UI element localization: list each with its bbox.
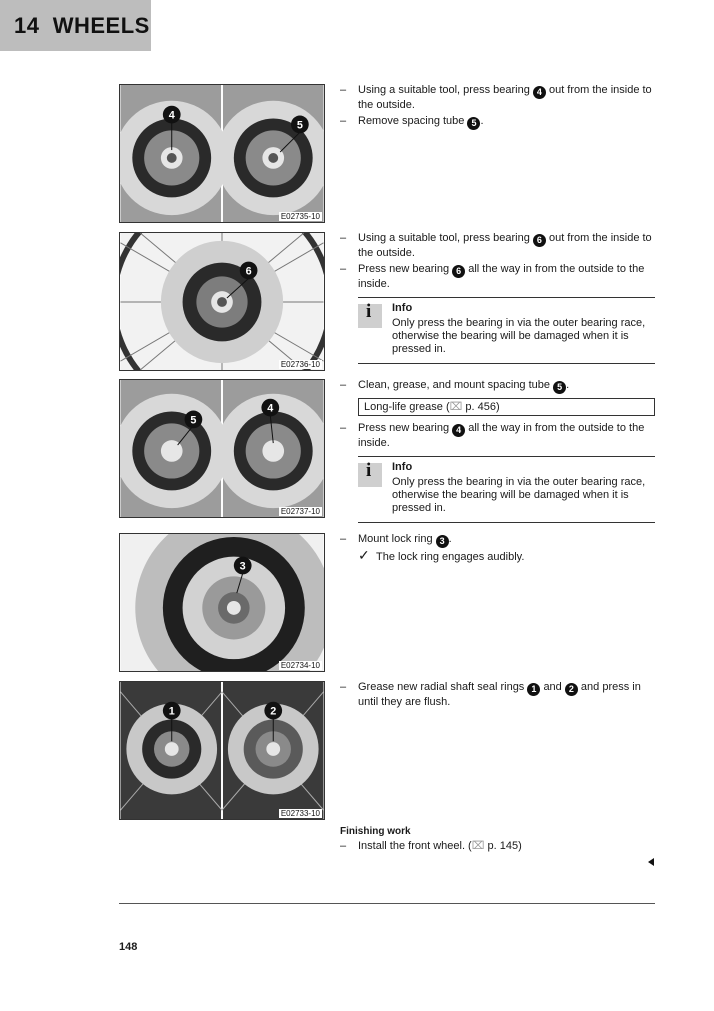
step-press-bearing-4-out (340, 84, 660, 112)
info-note (358, 456, 655, 523)
list-dash: – (340, 84, 347, 96)
end-of-section-icon (648, 858, 654, 866)
list-dash: – (340, 840, 347, 852)
list-dash: – (340, 115, 347, 127)
list-dash: – (340, 533, 347, 545)
list-dash: – (340, 263, 347, 275)
step-mount-lock-ring (340, 533, 660, 548)
figure-lock-ring (119, 533, 325, 672)
callout-ref-2: 2 (565, 683, 578, 696)
step-grease-seal-rings (340, 681, 660, 709)
step-text: out from the inside to the outside. (358, 84, 652, 111)
figure-code: E02734-10 (280, 661, 320, 670)
step-text: all the way in from the outside to the inside. (358, 263, 645, 290)
checkmark-icon: ✓ (358, 547, 370, 563)
step-text: Clean, grease, and mount spacing tube (358, 379, 551, 391)
page-reference-icon: ⌧ (449, 401, 463, 413)
step-text: and press in until they are flush. (358, 681, 641, 708)
callout-label: 5 (190, 414, 197, 427)
footer-divider (119, 903, 655, 904)
step-text: Press new bearing (358, 422, 450, 434)
callout-ref-1: 1 (527, 683, 540, 696)
info-note (358, 297, 655, 364)
info-text: Only press the bearing in via the outer bearing race, otherwise the bearing will be damaged when it is pressed in. (392, 317, 646, 355)
list-dash: – (340, 681, 347, 693)
list-dash: – (340, 379, 347, 391)
info-text: Only press the bearing in via the outer bearing race, otherwise the bearing will be damaged when it is pressed in. (392, 476, 646, 514)
callout-ref-4: 4 (533, 86, 546, 99)
callout-ref-5: 5 (467, 117, 480, 130)
step-text: Mount lock ring (358, 533, 433, 545)
callout-ref-6: 6 (533, 234, 546, 247)
step-text: Grease new radial shaft seal rings (358, 681, 525, 693)
callout-label: 6 (245, 265, 252, 278)
grease-reference-box (358, 398, 655, 416)
step-text: Using a suitable tool, press bearing (358, 84, 530, 96)
grease-text: Long-life grease ( (364, 401, 450, 413)
chapter-title: WHEELS (52, 13, 150, 38)
figure-seal-rings (119, 681, 325, 820)
callout-label: 1 (168, 705, 175, 718)
callout-ref-6: 6 (452, 265, 465, 278)
chapter-tab (0, 0, 151, 51)
step-install-front-wheel (340, 840, 660, 853)
step-text: out from the inside to the outside. (358, 232, 652, 259)
wheel-hub-illustration (120, 682, 324, 819)
figure-bearing-install (119, 379, 325, 518)
list-dash: – (340, 232, 347, 244)
info-icon: i (358, 463, 382, 487)
step-text: Using a suitable tool, press bearing (358, 232, 530, 244)
finishing-work-heading: Finishing work (340, 826, 411, 837)
page-link[interactable]: p. 456) (465, 401, 500, 413)
list-dash: – (340, 422, 347, 434)
step-text: . (480, 115, 484, 127)
callout-label: 5 (296, 119, 303, 132)
callout-label: 3 (239, 560, 246, 573)
callout-label: 4 (168, 109, 175, 122)
step-press-new-bearing-6 (340, 263, 660, 291)
figure-code: E02737-10 (280, 507, 320, 516)
step-text: . (448, 533, 452, 545)
figure-code: E02733-10 (280, 809, 320, 818)
callout-ref-5: 5 (553, 381, 566, 394)
wheel-hub-illustration (120, 85, 324, 222)
info-heading: Info (392, 302, 413, 314)
chapter-heading (14, 13, 150, 39)
step-press-new-bearing-4 (340, 422, 660, 450)
step-text: Press new bearing (358, 263, 450, 275)
check-result (358, 549, 524, 564)
figure-code: E02735-10 (280, 212, 320, 221)
info-heading: Info (392, 461, 413, 473)
callout-ref-3: 3 (436, 535, 449, 548)
step-mount-spacing-tube (340, 379, 660, 394)
chapter-number: 14 (14, 13, 40, 38)
callout-label: 2 (270, 705, 277, 718)
step-text: . (566, 379, 570, 391)
step-remove-spacing-tube (340, 115, 660, 130)
step-press-bearing-6-out (340, 232, 660, 260)
callout-ref-4: 4 (452, 424, 465, 437)
wheel-hub-illustration (120, 534, 324, 671)
wheel-hub-illustration (120, 380, 324, 517)
page-number: 148 (119, 941, 138, 953)
callout-label: 4 (267, 402, 274, 415)
step-text: Install the front wheel. ( (358, 840, 472, 852)
wheel-hub-illustration (120, 233, 324, 370)
figure-bearing-6 (119, 232, 325, 371)
step-text: and (543, 681, 562, 693)
page-reference-icon: ⌧ (471, 840, 485, 852)
page-link[interactable]: p. 145) (487, 840, 522, 852)
check-text: The lock ring engages audibly. (376, 551, 525, 563)
step-text: all the way in from the outside to the inside. (358, 422, 645, 449)
step-text: Remove spacing tube (358, 115, 465, 127)
figure-code: E02736-10 (280, 360, 320, 369)
info-icon: i (358, 304, 382, 328)
figure-bearing-removal (119, 84, 325, 223)
